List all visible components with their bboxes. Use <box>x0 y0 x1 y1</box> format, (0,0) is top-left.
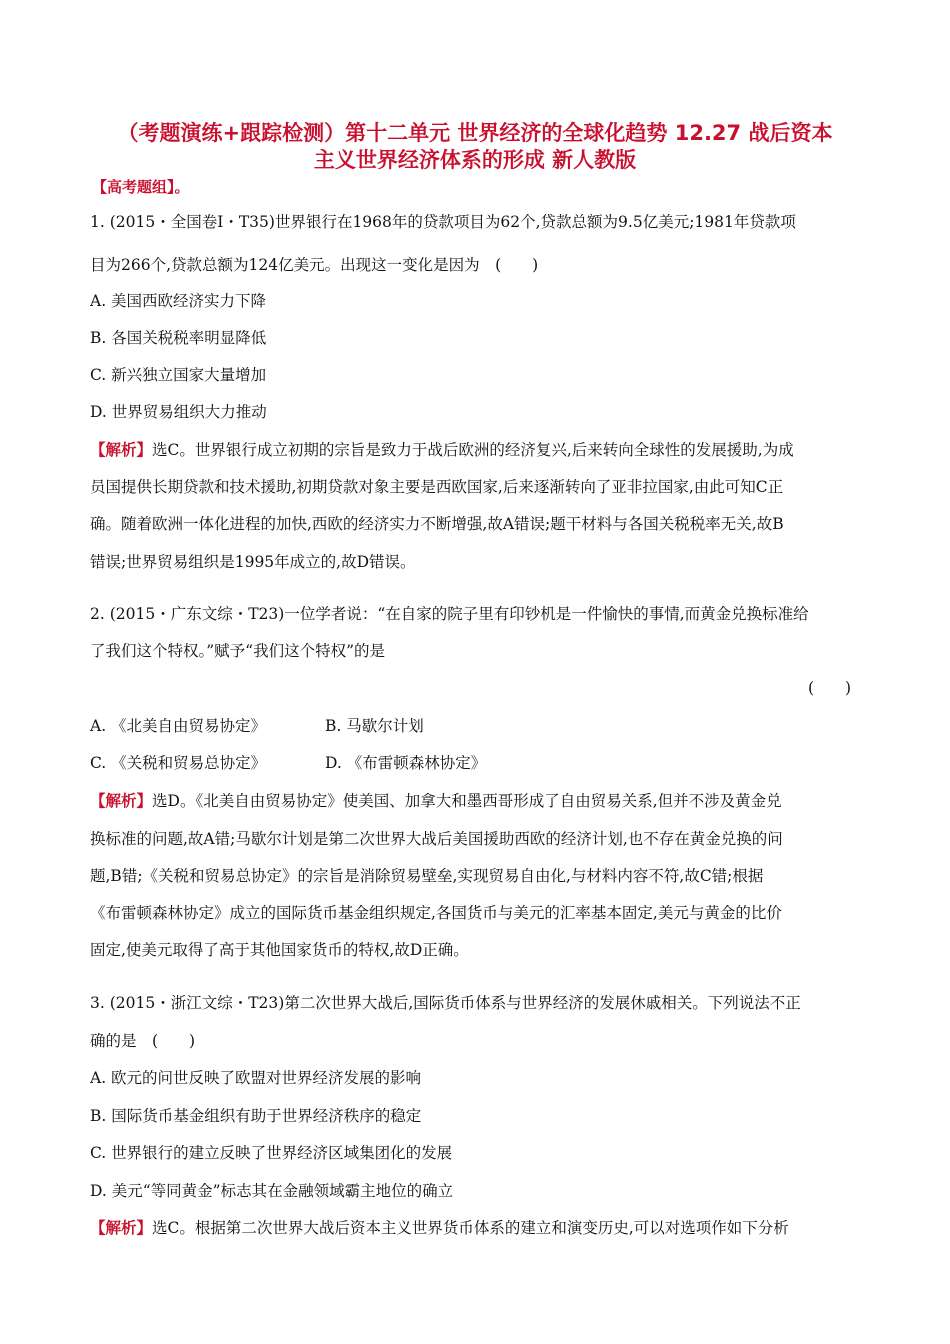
q2-option-d: D. 《布雷顿森林协定》 <box>325 754 487 772</box>
q3-option-d: D. 美元“等同黄金”标志其在金融领域霸主地位的确立 <box>90 1182 454 1200</box>
analysis-tag: 【解析】 <box>90 441 153 459</box>
q1-analysis-line-2: 员国提供长期贷款和技术援助,初期贷款对象主要是西欧国家,后来逐渐转向了亚非拉国家,由此可知C正 <box>90 478 784 496</box>
q2-option-c: C. 《关税和贸易总协定》 <box>90 754 267 772</box>
q3-stem-line-1: 3. (2015・浙江文综・T23)第二次世界大战后,国际货币体系与世界经济的发展休戚相关。下列说法不正 <box>90 994 801 1012</box>
q1-option-a: A. 美国西欧经济实力下降 <box>90 292 267 310</box>
q2-stem-line-1: 2. (2015・广东文综・T23)一位学者说：“在自家的院子里有印钞机是一件愉快的事情,而黄金兑换标准给 <box>90 605 809 623</box>
q3-analysis-text-1: 选C。根据第二次世界大战后资本主义世界货币体系的建立和演变历史,可以对选项作如下分析 <box>152 1219 789 1237</box>
q3-stem-line-2: 确的是 ( ) <box>90 1032 196 1050</box>
q3-option-c: C. 世界银行的建立反映了世界经济区域集团化的发展 <box>90 1144 453 1162</box>
q1-analysis-line-1 <box>90 440 870 460</box>
q2-analysis-line-2: 换标准的问题,故A错;马歇尔计划是第二次世界大战后美国援助西欧的经济计划,也不存在黄金兑换的问 <box>90 830 783 848</box>
analysis-tag: 【解析】 <box>90 1219 153 1237</box>
q2-analysis-text-1: 选D。《北美自由贸易协定》使美国、加拿大和墨西哥形成了自由贸易关系,但并不涉及黄金兑 <box>152 792 782 810</box>
q1-option-d: D. 世界贸易组织大力推动 <box>90 403 267 421</box>
q2-analysis-line-5: 固定,使美元取得了高于其他国家货币的特权,故D正确。 <box>90 941 469 959</box>
q1-option-c: C. 新兴独立国家大量增加 <box>90 366 267 384</box>
q2-analysis-line-4: 《布雷顿森林协定》成立的国际货币基金组织规定,各国货币与美元的汇率基本固定,美元与黄金的比价 <box>90 904 782 922</box>
q2-analysis-line-3: 题,B错;《关税和贸易总协定》的宗旨是消除贸易壁垒,实现贸易自由化,与材料内容不符,故C错;根据 <box>90 867 764 885</box>
q2-option-a: A. 《北美自由贸易协定》 <box>90 717 267 735</box>
q3-option-b: B. 国际货币基金组织有助于世界经济秩序的稳定 <box>90 1107 422 1125</box>
title-line-1: （考题演练+跟踪检测）第十二单元 世界经济的全球化趋势 12.27 战后资本 <box>117 121 833 145</box>
q3-analysis-line-1 <box>90 1218 870 1238</box>
q3-option-a: A. 欧元的问世反映了欧盟对世界经济发展的影响 <box>90 1069 422 1087</box>
q1-option-b: B. 各国关税税率明显降低 <box>90 329 267 347</box>
title-line-2: 主义世界经济体系的形成 新人教版 <box>313 148 637 172</box>
section-tag-gaokao: 【高考题组】。 <box>92 178 190 196</box>
q2-stem-line-2: 了我们这个特权。”赋予“我们这个特权”的是 <box>90 642 386 660</box>
q2-option-b: B. 马歇尔计划 <box>325 717 424 735</box>
q1-analysis-line-4: 错误;世界贸易组织是1995年成立的,故D错误。 <box>90 553 416 571</box>
q1-stem-line-1: 1. (2015・全国卷Ⅰ・T35)世界银行在1968年的贷款项目为62个,贷款总额为9.5亿美元;1981年贷款项 <box>90 213 796 231</box>
q1-stem-line-2: 目为266个,贷款总额为124亿美元。出现这一变化是因为 ( ) <box>90 256 539 274</box>
document-title <box>60 120 890 174</box>
q1-analysis-text-1: 选C。世界银行成立初期的宗旨是致力于战后欧洲的经济复兴,后来转向全球性的发展援助,为成 <box>152 441 794 459</box>
q2-analysis-line-1 <box>90 791 870 811</box>
q1-analysis-line-3: 确。随着欧洲一体化进程的加快,西欧的经济实力不断增强,故A错误;题干材料与各国关税税率无关,故B <box>90 515 784 533</box>
analysis-tag: 【解析】 <box>90 792 153 810</box>
q2-answer-bracket: ( ) <box>808 679 852 697</box>
